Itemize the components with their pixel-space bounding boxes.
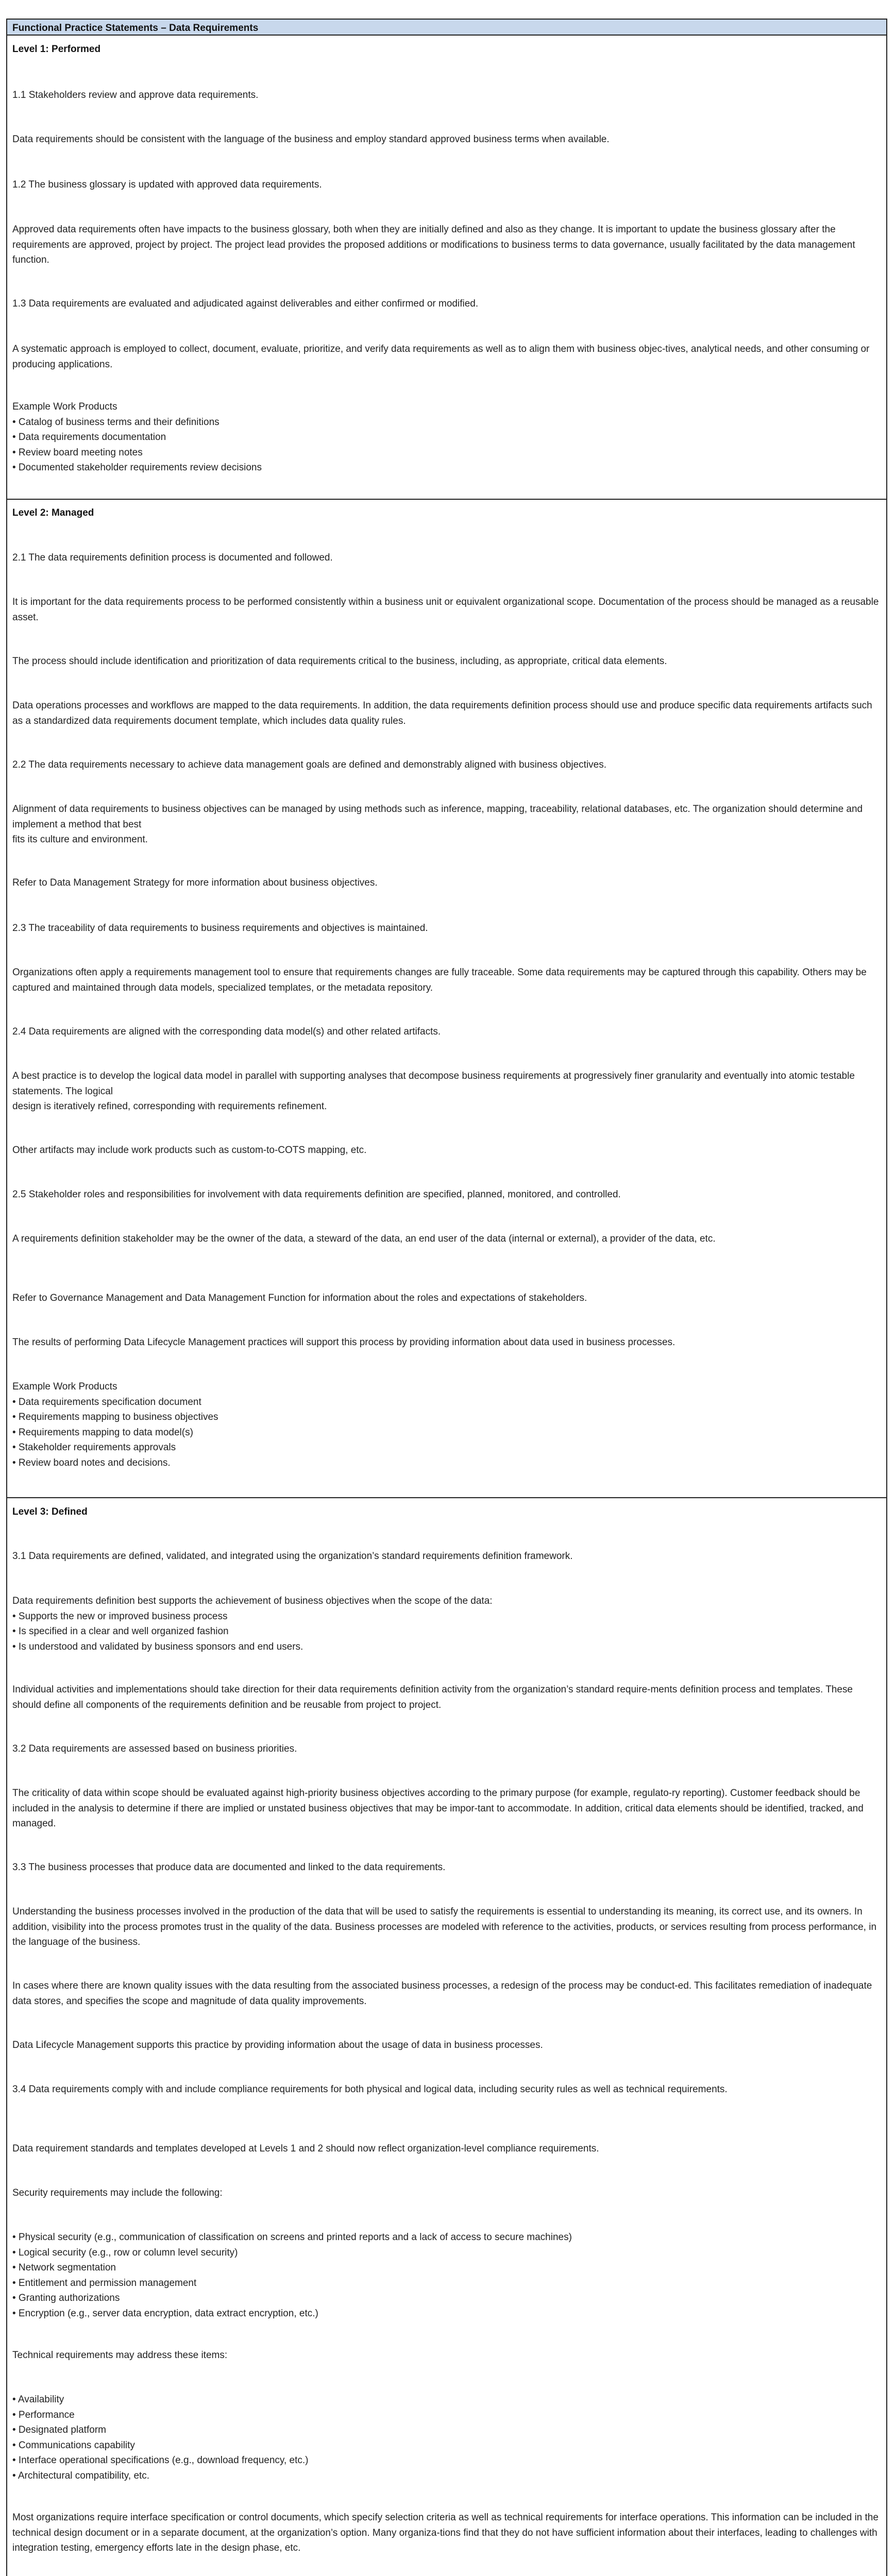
level-2-paragraph: Alignment of data requirements to business objectives can be managed by using methods such as inference, mapping, traceability, relational databases, etc. The organization should determine and implement a method that best fits its culture and environment. xyxy=(12,804,863,845)
level-1-paragraph: A systematic approach is employed to collect, document, evaluate, prioritize, and verify data requirements as well as to align them with business objec-tives, analytical needs, and other consuming or producing applications. xyxy=(12,344,870,370)
document-title: Functional Practice Statements – Data Requirements xyxy=(12,23,259,33)
section-divider xyxy=(7,499,886,500)
level-3-statement-3-3: 3.3 The business processes that produce data are documented and linked to the data requirements. xyxy=(12,1862,446,1873)
level-1-example-work-products: Example Work Products • Catalog of business terms and their definitions • Data requirements documentation • Review board meeting notes • Documented stakeholder requirements review decisions xyxy=(12,401,262,473)
level-3-statement-3-4: 3.4 Data requirements comply with and include compliance requirements for both physical and logical data, including security rules as well as technical requirements. xyxy=(12,2084,728,2095)
level-3-paragraph: Individual activities and implementations should take direction for their data requirements definition activity from the organization’s standard require-ments definition process and templates. These should define all components of the requirements definition and be reusable from project to project. xyxy=(12,1684,853,1710)
level-3-statement-3-2: 3.2 Data requirements are assessed based on business priorities. xyxy=(12,1743,297,1754)
level-2-statement-2-1: 2.1 The data requirements definition process is documented and followed. xyxy=(12,552,333,563)
level-3-paragraph: Data Lifecycle Management supports this practice by providing information about the usage of data in business processes. xyxy=(12,2040,543,2050)
level-3-paragraph: In cases where there are known quality issues with the data resulting from the associated business processes, a redesign of the process may be conduct-ed. This facilitates remediation of inadequate data stores, and specifies the scope and magnitude of data quality improvements. xyxy=(12,1980,872,2007)
level-2-paragraph: Data operations processes and workflows are mapped to the data requirements. In addition, the data requirements definition process should use and produce specific data requirements artifacts such as a standardized data requirements document template, which includes data quality rules. xyxy=(12,700,872,726)
level-2-paragraph: A best practice is to develop the logical data model in parallel with supporting analyses that decompose business requirements at progressively finer granularity and eventually into atomic testable statements. The logical design is iteratively refined, corresponding with requirements refinement. xyxy=(12,1071,855,1112)
level-2-paragraph: Other artifacts may include work products such as custom-to-COTS mapping, etc. xyxy=(12,1145,367,1156)
level-1-statement-1-2: 1.2 The business glossary is updated with approved data requirements. xyxy=(12,179,322,190)
level-3-paragraph: Security requirements may include the following: xyxy=(12,2188,223,2198)
level-1-statement-1-1: 1.1 Stakeholders review and approve data requirements. xyxy=(12,90,259,100)
level-2-paragraph: Organizations often apply a requirements management tool to ensure that requirements changes are fully traceable. Some data requirements may be captured through this capability. Others may be captured and maintained through data models, specialized templates, or the metadata repository. xyxy=(12,967,867,993)
level-3-paragraph: Data requirements definition best supports the achievement of business objectives when the scope of the data: • Supports the new or improved business process • Is specified in a clear and well organized fashion • Is understood and validated by business sponsors and end users. xyxy=(12,1596,493,1652)
level-2-statement-2-5: 2.5 Stakeholder roles and responsibilities for involvement with data requirements definition are specified, planned, monitored, and controlled. xyxy=(12,1189,621,1200)
level-2-paragraph: It is important for the data requirements process to be performed consistently within a business unit or equivalent organizational scope. Documentation of the process should be managed as a reusable asset. xyxy=(12,597,879,623)
level-1-statement-1-3: 1.3 Data requirements are evaluated and adjudicated against deliverables and either confirmed or modified. xyxy=(12,298,479,309)
practice-statements-document xyxy=(6,19,887,2576)
level-3-paragraph: Technical requirements may address these items: xyxy=(12,2350,228,2361)
level-1-paragraph: Approved data requirements often have impacts to the business glossary, both when they are initially defined and also as they change. It is important to update the business glossary after the requirements are approved, project by project. The project lead provides the proposed additions or modifications to business terms to data governance, usually facilitated by the data management function. xyxy=(12,224,855,265)
level-2-paragraph: Refer to Data Management Strategy for more information about business objectives. xyxy=(12,877,378,888)
level-2-statement-2-3: 2.3 The traceability of data requirements to business requirements and objectives is maintained. xyxy=(12,923,428,934)
level-2-paragraph: The process should include identification and prioritization of data requirements critical to the business, including, as appropriate, critical data elements. xyxy=(12,656,667,667)
level-2-statement-2-2: 2.2 The data requirements necessary to achieve data management goals are defined and demonstrably aligned with business objectives. xyxy=(12,759,607,770)
level-3-statement-3-1: 3.1 Data requirements are defined, validated, and integrated using the organization’s standard requirements definition framework. xyxy=(12,1551,573,1562)
level-2-heading: Level 2: Managed xyxy=(12,507,94,518)
level-3-paragraph: Data requirement standards and templates developed at Levels 1 and 2 should now reflect organization-level compliance requirements. xyxy=(12,2143,599,2154)
level-3-technical-requirements-list: • Availability • Performance • Designated platform • Communications capability • Interface operational specifications (e.g., download frequency, etc.) • Architectural compatibility, etc. xyxy=(12,2394,309,2481)
section-divider xyxy=(7,1497,886,1498)
level-2-statement-2-4: 2.4 Data requirements are aligned with the corresponding data model(s) and other related artifacts. xyxy=(12,1026,441,1037)
level-3-paragraph: Most organizations require interface specification or control documents, which specify selection criteria as well as technical requirements for interface operations. This information can be included in the technical design document or in a separate document, at the organization’s option. Many organiza-tions find that they do not have sufficient information about their interfaces, leading to challenges with integration testing, emergency efforts late in the design phase, etc. xyxy=(12,2512,879,2553)
level-3-paragraph: Understanding the business processes involved in the production of the data that will be used to satisfy the requirements is essential to understanding its meaning, its correct use, and its owners. In addition, visibility into the process promotes trust in the quality of the data. Business processes are modeled with reference to the activities, products, or services resulting from process performance, in the language of the business. xyxy=(12,1906,877,1947)
document-header xyxy=(7,20,886,36)
level-3-paragraph: The criticality of data within scope should be evaluated against high-priority business objectives according to the primary purpose (for example, regulato-ry reporting). Customer feedback should be included in the analysis to determine if there are implied or unstated business objectives that may be impor-tant to accommodate. In addition, critical data elements should be identified, tracked, and managed. xyxy=(12,1788,864,1829)
level-2-example-work-products: Example Work Products • Data requirements specification document • Requirements mapping to business objectives • Requirements mapping to data model(s) • Stakeholder requirements approvals • Review board notes and decisions. xyxy=(12,1381,218,1468)
level-2-paragraph: Refer to Governance Management and Data Management Function for information about the roles and expectations of stakeholders. xyxy=(12,1293,587,1303)
level-1-paragraph: Data requirements should be consistent with the language of the business and employ standard approved business terms when available. xyxy=(12,134,610,145)
level-1-heading: Level 1: Performed xyxy=(12,44,101,55)
level-3-security-requirements-list: • Physical security (e.g., communication of classification on screens and printed reports and a lack of access to secure machines) • Logical security (e.g., row or column level security) • Network segmentation • Entitlement and permission management • Granting authorizations • Encryption (e.g., server data encryption, data extract encryption, etc.) xyxy=(12,2232,572,2319)
level-2-paragraph: The results of performing Data Lifecycle Management practices will support this process by providing information about data used in business processes. xyxy=(12,1337,676,1348)
level-2-paragraph: A requirements definition stakeholder may be the owner of the data, a steward of the data, an end user of the data (internal or external), a provider of the data, etc. xyxy=(12,1233,716,1244)
level-3-heading: Level 3: Defined xyxy=(12,1506,88,1517)
